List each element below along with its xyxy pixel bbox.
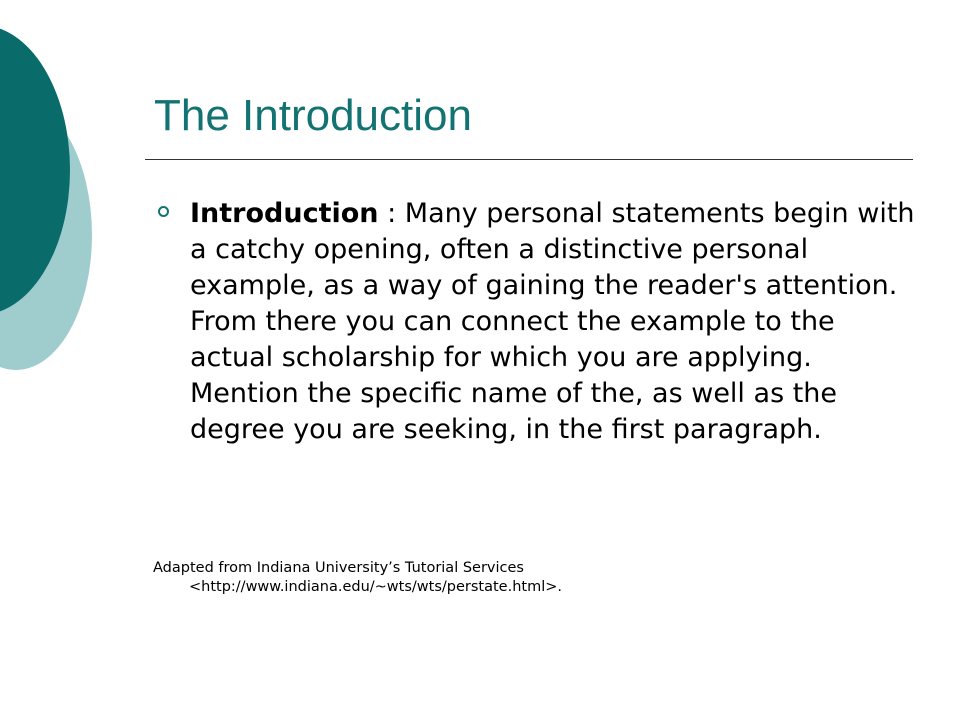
bullet-separator: :: [378, 198, 405, 229]
bullet-term: Introduction: [190, 198, 379, 229]
hollow-circle-bullet-icon: [158, 206, 169, 217]
source-citation: [153, 559, 913, 597]
bullet-item: [155, 196, 915, 448]
slide-title: The Introduction: [154, 91, 472, 140]
bullet-text: [190, 196, 915, 448]
bullet-body: Many personal statements begin with a catchy opening, often a distinctive personal example, as a way of gaining the reader's attention. From there you can connect the example to the actual scholarship for which you are applying. Mention the specific name of the, as well as the degree you are seeking, in the first paragraph.: [190, 198, 915, 445]
source-url: <http://www.indiana.edu/~wts/wts/perstate.html>.: [189, 579, 562, 595]
title-divider: [145, 159, 913, 160]
source-line-1: Adapted from Indiana University’s Tutorial Services: [153, 560, 524, 576]
